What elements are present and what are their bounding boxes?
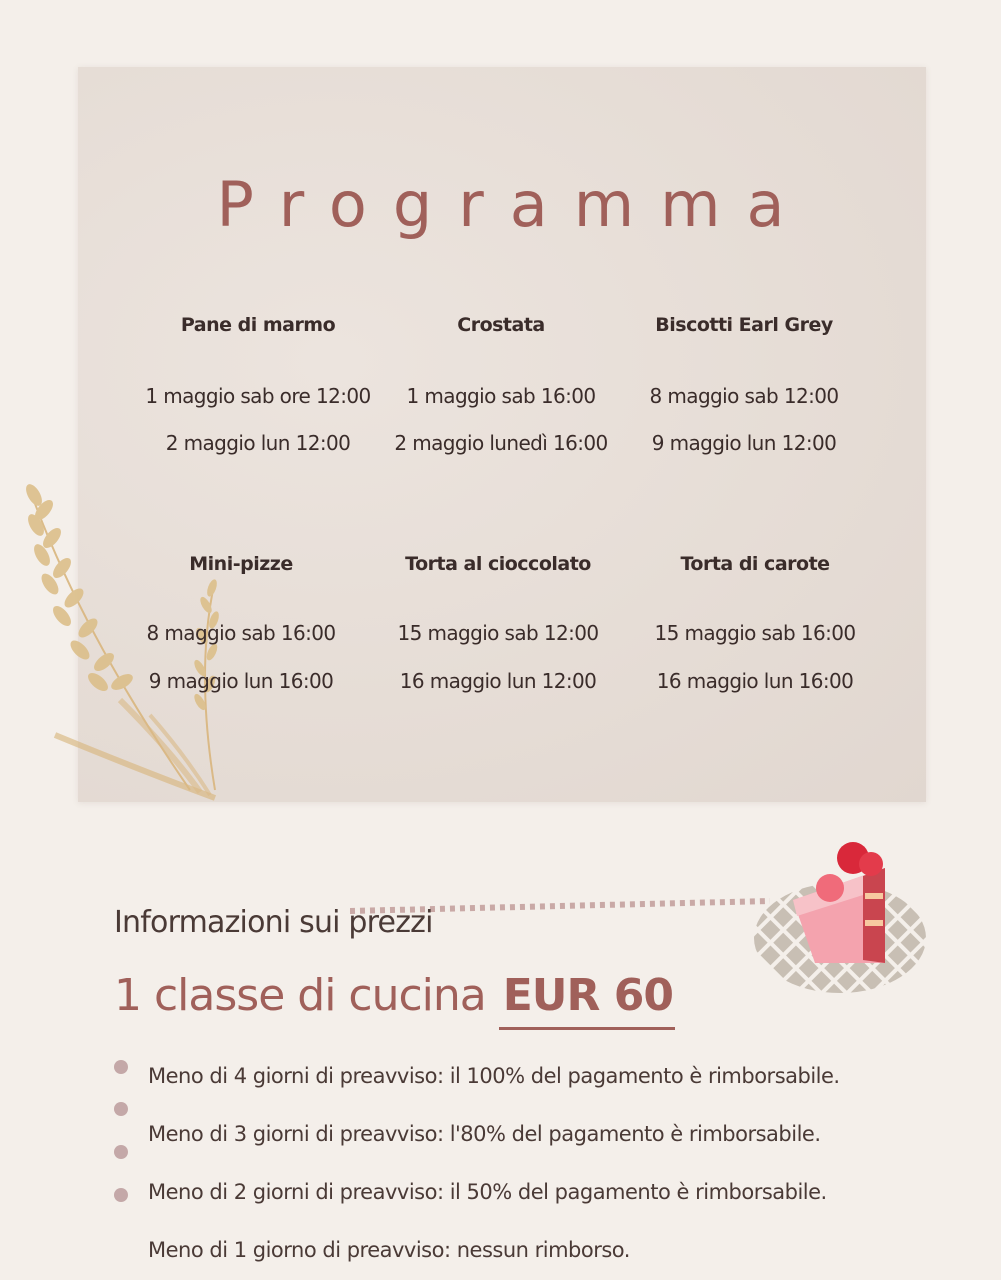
course-card (361, 314, 641, 455)
course-card (604, 314, 884, 455)
course-name: Mini-pizze (189, 553, 293, 575)
course-slot: 2 maggio lunedì 16:00 (394, 431, 608, 455)
course-slot: 16 maggio lun 16:00 (656, 669, 854, 693)
course-card (358, 553, 638, 693)
bullet-dot-icon (114, 1060, 128, 1074)
course-slot: 1 maggio sab ore 12:00 (145, 384, 371, 408)
course-card (118, 314, 398, 455)
bullet-dot-icon (114, 1188, 128, 1202)
refund-policy-item: Meno di 4 giorni di preavviso: il 100% del pagamento è rimborsabile. (148, 1064, 840, 1088)
bullet-dot-icon (114, 1102, 128, 1116)
course-slot: 1 maggio sab 16:00 (406, 384, 596, 408)
course-card (615, 553, 895, 693)
class-price-line (114, 970, 675, 1021)
course-slot: 2 maggio lun 12:00 (165, 431, 351, 455)
course-slot: 16 maggio lun 12:00 (399, 669, 597, 693)
course-slot: 15 maggio sab 16:00 (654, 621, 856, 645)
course-name: Biscotti Earl Grey (655, 314, 833, 336)
course-slot: 9 maggio lun 16:00 (148, 669, 334, 693)
refund-policy-item: Meno di 2 giorni di preavviso: il 50% del pagamento è rimborsabile. (148, 1180, 827, 1204)
refund-policy-item: Meno di 1 giorno di preavviso: nessun rimborso. (148, 1238, 630, 1262)
class-price: EUR 60 (499, 970, 675, 1030)
cake-slice-illustration-icon (745, 838, 935, 998)
course-name: Crostata (457, 314, 545, 336)
course-slot: 8 maggio sab 16:00 (146, 621, 336, 645)
class-label: 1 classe di cucina (114, 970, 486, 1021)
schedule-title: Programma (216, 168, 811, 241)
prices-heading: Informazioni sui prezzi (114, 905, 433, 940)
course-slot: 15 maggio sab 12:00 (397, 621, 599, 645)
course-card (101, 553, 381, 693)
course-slot: 9 maggio lun 12:00 (651, 431, 837, 455)
course-name: Pane di marmo (180, 314, 336, 336)
course-name: Torta al cioccolato (405, 553, 591, 575)
course-slot: 8 maggio sab 12:00 (649, 384, 839, 408)
course-name: Torta di carote (680, 553, 830, 575)
bullet-dot-icon (114, 1145, 128, 1159)
refund-policy-item: Meno di 3 giorni di preavviso: l'80% del pagamento è rimborsabile. (148, 1122, 821, 1146)
